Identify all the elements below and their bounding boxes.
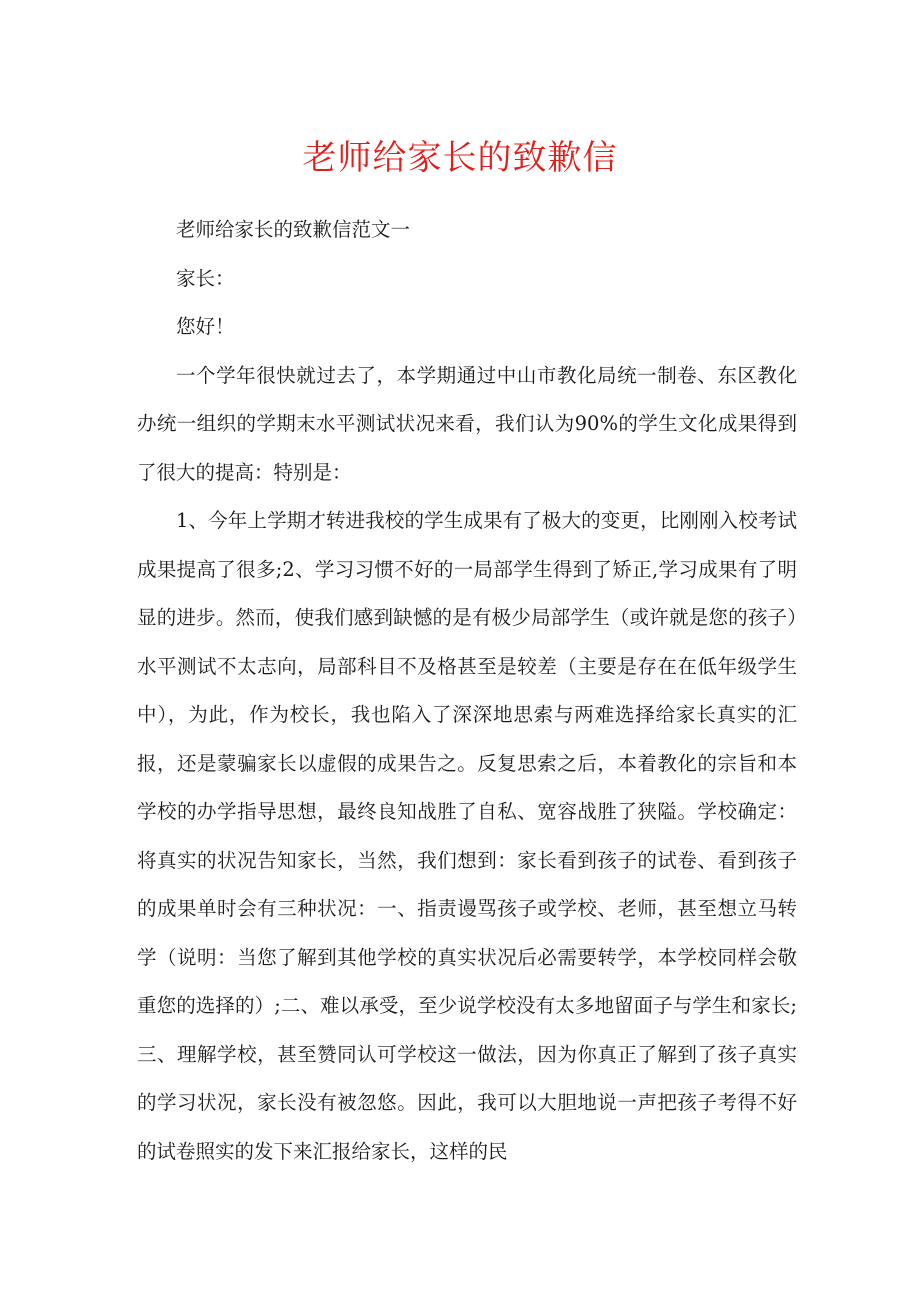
paragraph: 1、今年上学期才转进我校的学生成果有了极大的变更，比刚刚入校考试成果提高了很多;2、学习习惯不好的一局部学生得到了矫正,学习成果有了明显的进步。然而，使我们感到缺憾的是有极少局部学生（或许就是您的孩子）水平测试不太志向，局部科目不及格甚至是较差（主要是存在在低年级学生中），为此，作为校长，我也陷入了深深地思索与两难选择给家长真实的汇报，还是蒙骗家长以虚假的成果告之。反复思索之后，本着教化的宗旨和本学校的办学指导思想，最终良知战胜了自私、宽容战胜了狭隘。学校确定：将真实的状况告知家长，当然，我们想到：家长看到孩子的试卷、看到孩子的成果单时会有三种状况：一、指责谩骂孩子或学校、老师，甚至想立马转学（说明：当您了解到其他学校的真实状况后必需要转学，本学校同样会敬重您的选择的）;二、难以承受，至少说学校没有太多地留面子与学生和家长;三、理解学校，甚至赞同认可学校这一做法，因为你真正了解到了孩子真实的学习状况，家长没有被忽悠。因此，我可以大胆地说一声把孩子考得不好的试卷照实的发下来汇报给家长，这样的民 (137, 509, 797, 1163)
document-body (137, 206, 797, 1176)
document-title: 老师给家长的致歉信 (302, 138, 618, 178)
paragraph: 一个学年很快就过去了，本学期通过中山市教化局统一制卷、东区教化办统一组织的学期末水平测试状况来看，我们认为90%的学生文化成果得到了很大的提高：特别是： (137, 363, 797, 484)
salutation: 家长： (176, 266, 235, 290)
greeting: 您好！ (176, 315, 235, 338)
section-heading: 老师给家长的致歉信范文一 (176, 218, 411, 241)
